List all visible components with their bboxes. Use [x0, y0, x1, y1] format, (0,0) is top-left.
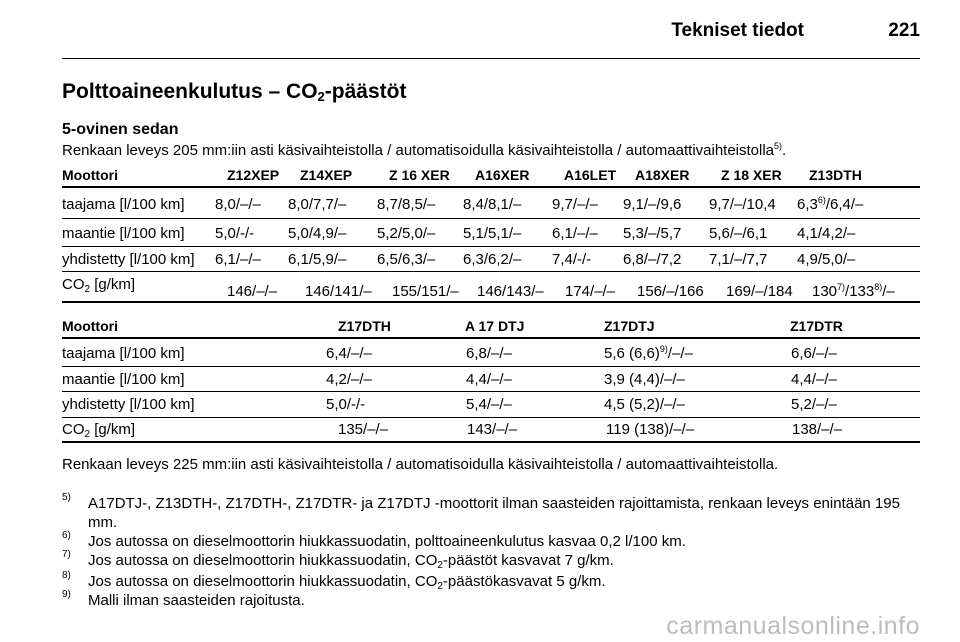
table-cell: 174/–/–: [565, 283, 616, 300]
tyre-width-note: Renkaan leveys 225 mm:iin asti käsivaihteistolla / automatisoidulla käsivaihteistolla / automaattivaihteistolla.: [62, 456, 779, 473]
table-cell: 9,1/–/9,6: [623, 196, 682, 213]
table-cell: 156/–/166: [637, 283, 704, 300]
row-label: [62, 421, 135, 438]
table-1-header-rule: [62, 186, 920, 188]
section-title-main: Polttoaineenkulutus – CO: [62, 80, 318, 103]
table-cell: 4,4/–/–: [791, 371, 837, 388]
column-header: Z17DTJ: [604, 318, 655, 334]
column-header: A 17 DTJ: [465, 318, 525, 334]
footnote-text: Malli ilman saasteiden rajoitusta.: [88, 592, 305, 609]
section-title: [62, 80, 406, 104]
intro-text: Renkaan leveys 205 mm:iin asti käsivaihteistolla / automatisoidulla käsivaihteistolla / automaattivaihteistolla: [62, 142, 775, 159]
table-cell: 5,1/5,1/–: [463, 225, 522, 242]
table-cell: 8,4/8,1/–: [463, 196, 522, 213]
footnote-text-rest: -päästöt kasvavat 7 g/km.: [442, 552, 614, 569]
watermark: carmanualsonline.info: [666, 612, 920, 640]
table-cell: 6,1/5,9/–: [288, 251, 347, 268]
table-cell: 6,6/–/–: [791, 345, 837, 362]
table-cell: 5,0/-/-: [326, 396, 366, 413]
label-rest: [g/km]: [90, 276, 136, 293]
row-divider: [62, 218, 920, 219]
column-header: Z 18 XER: [721, 167, 782, 183]
footnote-ref: 6): [817, 195, 826, 205]
table-cell: 4,5 (5,2)/–/–: [604, 396, 685, 413]
column-header: Moottori: [62, 318, 118, 334]
footnote-number: 9): [62, 589, 71, 600]
table-cell: 5,6/–/6,1: [709, 225, 768, 242]
table-cell: 6,1/–/–: [552, 225, 598, 242]
row-label: yhdistetty [l/100 km]: [62, 251, 195, 268]
table-cell: 119 (138)/–/–: [606, 421, 695, 438]
row-label: taajama [l/100 km]: [62, 196, 185, 213]
table-cell: 5,3/–/5,7: [623, 225, 682, 242]
table-cell: 6,1/–/–: [215, 251, 261, 268]
table-cell: 4,4/–/–: [466, 371, 512, 388]
footnote-number: 7): [62, 549, 71, 560]
column-header: Z13DTH: [809, 167, 862, 183]
table-cell: 7,1/–/7,7: [709, 251, 768, 268]
table-cell: 8,0/7,7/–: [288, 196, 347, 213]
label-main: CO: [62, 276, 85, 293]
row-divider: [62, 417, 920, 418]
label-subscript: 2: [84, 284, 91, 295]
table-cell: 6,3/6,2/–: [463, 251, 522, 268]
tyre-width-intro: [62, 142, 786, 159]
footnote-ref: 8): [874, 282, 883, 292]
label-main: CO: [62, 421, 85, 438]
row-label: maantie [l/100 km]: [62, 371, 185, 388]
footnote-text-main: Jos autossa on dieselmoottorin hiukkassuodatin, CO: [88, 573, 438, 590]
table-cell: 4,9/5,0/–: [797, 251, 856, 268]
cell-value: 6,3: [797, 196, 818, 213]
table-cell: [797, 196, 863, 213]
header-divider: [62, 58, 920, 59]
table-cell: 8,7/8,5/–: [377, 196, 436, 213]
footnote-text-rest: -päästökasvavat 5 g/km.: [442, 573, 606, 590]
section-title-rest: -päästöt: [324, 80, 407, 103]
footnote-number: 6): [62, 530, 71, 541]
table-cell: 4,2/–/–: [326, 371, 372, 388]
cell-value-end: /–/–: [667, 345, 693, 362]
table-cell: 7,4/-/-: [552, 251, 592, 268]
table-cell: 3,9 (4,4)/–/–: [604, 371, 685, 388]
footnote-text: [88, 551, 922, 570]
footnote-ref: 7): [837, 282, 846, 292]
table-cell: 5,2/–/–: [791, 396, 837, 413]
footnote-ref: 9): [659, 344, 668, 354]
footnote-text-main: Jos autossa on dieselmoottorin hiukkassuodatin, CO: [88, 552, 438, 569]
row-label: [62, 276, 135, 293]
table-cell: 169/–/184: [726, 283, 793, 300]
table-cell: 146/143/–: [477, 283, 544, 300]
table-cell: 5,0/-/-: [215, 225, 255, 242]
table-cell: 9,7/–/–: [552, 196, 598, 213]
column-header: Z12XEP: [227, 167, 280, 183]
page-number: 221: [888, 20, 920, 41]
column-header: Z 16 XER: [389, 167, 450, 183]
table-cell: 6,8/–/–: [466, 345, 512, 362]
table-2-bottom-rule: [62, 441, 920, 443]
table-cell: 5,0/4,9/–: [288, 225, 347, 242]
column-header: A16LET: [564, 167, 617, 183]
body-type-heading: 5-ovinen sedan: [62, 121, 179, 138]
footnote-subscript: 2: [437, 560, 443, 571]
cell-value-end: /6,4/–: [825, 196, 864, 213]
table-cell: 6,8/–/7,2: [623, 251, 682, 268]
table-cell: 146/141/–: [305, 283, 372, 300]
table-2-header-rule: [62, 337, 920, 339]
row-divider: [62, 366, 920, 367]
table-cell: 138/–/–: [792, 421, 843, 438]
footnote-number: 8): [62, 570, 71, 581]
cell-value-b: /133: [845, 283, 875, 300]
table-cell: [812, 283, 895, 300]
column-header: Z17DTH: [338, 318, 391, 334]
cell-value: 130: [812, 283, 838, 300]
column-header: Moottori: [62, 167, 118, 183]
table-cell: 5,4/–/–: [466, 396, 512, 413]
table-cell: 146/–/–: [227, 283, 278, 300]
label-rest: [g/km]: [90, 421, 136, 438]
table-1-bottom-rule: [62, 301, 920, 303]
row-label: taajama [l/100 km]: [62, 345, 185, 362]
table-cell: 6,5/6,3/–: [377, 251, 436, 268]
column-header: A18XER: [635, 167, 690, 183]
row-label: yhdistetty [l/100 km]: [62, 396, 195, 413]
table-cell: [604, 345, 693, 362]
cell-value: 5,6 (6,6): [604, 345, 660, 362]
row-label: maantie [l/100 km]: [62, 225, 185, 242]
column-header: A16XER: [475, 167, 530, 183]
table-cell: 155/151/–: [392, 283, 459, 300]
cell-value-end: /–: [882, 283, 895, 300]
intro-footnote-ref: 5): [774, 141, 783, 151]
intro-end: .: [782, 142, 787, 159]
section-title-subscript: 2: [317, 89, 325, 104]
table-cell: 5,2/5,0/–: [377, 225, 436, 242]
footnote-text: Jos autossa on dieselmoottorin hiukkassuodatin, polttoaineenkulutus kasvaa 0,2 l/100 km.: [88, 533, 686, 550]
table-cell: 135/–/–: [338, 421, 389, 438]
table-cell: 4,1/4,2/–: [797, 225, 856, 242]
footnote-text: [88, 572, 922, 591]
column-header: Z14XEP: [300, 167, 353, 183]
label-subscript: 2: [84, 429, 91, 440]
footnote-subscript: 2: [437, 581, 443, 592]
row-divider: [62, 391, 920, 392]
footnote-text: A17DTJ-, Z13DTH-, Z17DTH-, Z17DTR- ja Z17DTJ -moottorit ilman saasteiden rajoittamista, renkaan leveys enintään 195 mm.: [88, 495, 900, 531]
table-cell: 6,4/–/–: [326, 345, 372, 362]
running-header-title: Tekniset tiedot: [671, 20, 804, 41]
table-cell: 8,0/–/–: [215, 196, 261, 213]
table-cell: 143/–/–: [467, 421, 518, 438]
column-header: Z17DTR: [790, 318, 843, 334]
table-cell: 9,7/–/10,4: [709, 196, 776, 213]
row-divider: [62, 246, 920, 247]
row-divider: [62, 271, 920, 272]
footnote-number: 5): [62, 492, 71, 503]
